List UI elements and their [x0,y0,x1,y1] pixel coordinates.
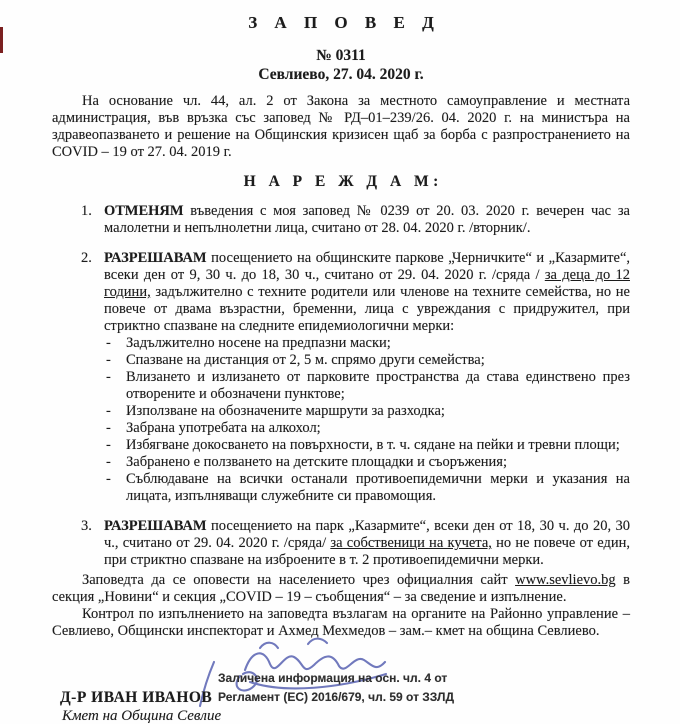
measure-item: - Избягване докосването на повърхности, в т. ч. сядане на пейки и тревни площи; [104,437,630,454]
item-text: посещението на общинските паркове „Черничките“ и „Казармите“, всеки ден от 9, 30 ч. до 18, 30 ч., считано от 29. 04. 2020 г. /сряда / [104,250,630,283]
website-link: www.sevlievo.bg [515,572,616,588]
signer-title: Кмет на Община Севлие [62,708,222,724]
item-lead-word: РАЗРЕШАВАМ [104,250,207,266]
item-text: но не повече от един, при стриктно спазване на изброените в т. 2 противоепидемични мерки. [104,535,630,568]
place-and-date: Севлиево, 27. 04. 2020 г. [258,66,424,83]
measure-item: - Спазване на дистанция от 2, 5 м. спрямо други семейства; [104,352,630,369]
control-paragraph: Контрол по изпълнението на заповедта възлагам на органите на Районно управление – Севлиево, Общински инспекторат и Ахмед Мехмедов – зам.– кмет на община Севлиево. [52,606,630,639]
underlined-phrase: за деца до 12 години, [104,267,630,300]
publication-paragraph [52,572,630,606]
order-item-1 [81,203,630,237]
redaction-note [218,669,454,707]
redaction-note-line1: Заличена информация на осн. чл. 4 от [218,671,448,685]
item-number: 3. [81,518,92,534]
underlined-phrase: за собственици на кучета, [330,535,492,551]
order-number: № 0311 [316,47,366,64]
measure-item: - Използване на обозначените маршрути за разходка; [104,403,630,420]
measure-item: - Забрана употребата на алкохол; [104,420,630,437]
ordered-items [52,203,630,569]
order-item-2 [81,250,630,505]
epidemiological-measures-list [104,335,630,505]
order-heading: Н А Р Е Ж Д А М: [243,173,443,190]
scan-artifact [0,27,3,53]
item-lead-word: ОТМЕНЯМ [104,203,184,219]
measure-item: - Съблюдаване на всички останали противоепидемични мерки и указания на лицата, изпълняващи служебните си правомощия. [104,471,630,505]
item-text: посещението на парк „Казармите“, всеки ден от 18, 30 ч. до 20, 30 ч., считано от 29. 04. 2020 г. /сряда/ [104,518,630,551]
publication-text: в секция „Новини“ и секция „COVID – 19 – съобщения“ – за сведение и изпълнение. [52,572,630,605]
redaction-note-line2: Регламент (ЕС) 2016/679, чл. 59 от ЗЗЛД [218,690,454,704]
measure-item: - Забранено е ползването на детските площадки и съоръжения; [104,454,630,471]
item-number: 1. [81,203,92,219]
preamble-paragraph: На основание чл. 44, ал. 2 от Закона за местното самоуправление и местната администрация, във връзка със заповед № РД–01–239/26. 04. 2020 г. на министъра на здравеопазването и решение на Общинския кризисен щаб за борба с разпространението на COVID – 19 от 27. 04. 2019 г. [52,93,630,160]
publication-text: Заповедта да се оповести на населението чрез официалния сайт [82,572,516,588]
item-number: 2. [81,250,92,266]
measure-item: - Влизането и излизането от парковите пространства да става единствено през отворените и обозначени пунктове; [104,369,630,403]
item-text: въведения с моя заповед № 0239 от 20. 03. 2020 г. вечерен час за малолетни и непълнолетни лица, считано от 28. 04. 2020 г. /вторник/. [104,203,630,236]
signer-name: Д-Р ИВАН ИВАНОВ [60,689,213,706]
document-title: З А П О В Е Д [248,13,441,32]
item-text: задължително с техните родители или членове на техните семейства, но не повече от двама възрастни, бременни, лица с увреждания с придружител, при стриктно спазване на следните епидемиологични мерки: [104,284,630,334]
item-lead-word: РАЗРЕШАВАМ [104,518,207,534]
measure-item: - Задължително носене на предпазни маски; [104,335,630,352]
order-item-3 [81,518,630,569]
